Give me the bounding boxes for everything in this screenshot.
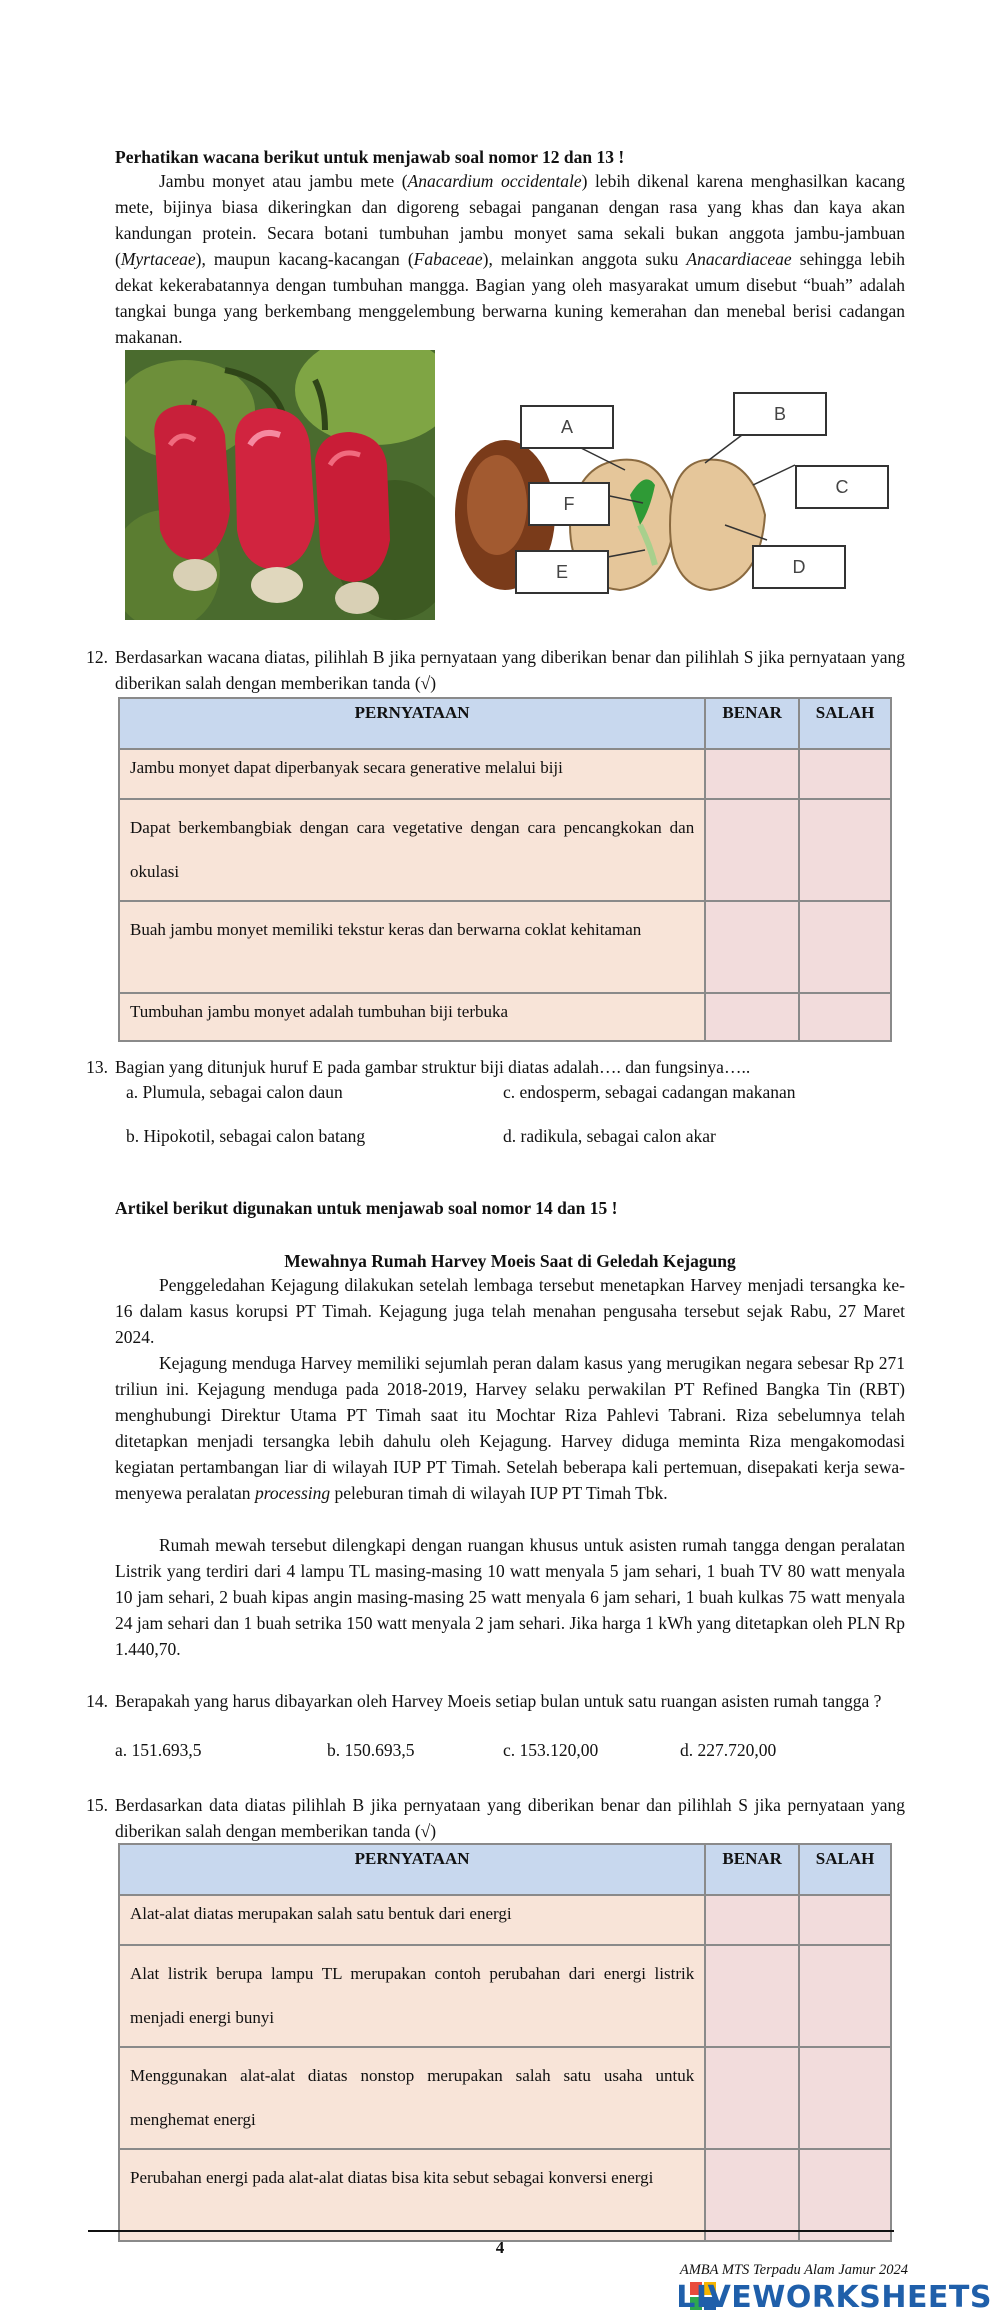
header-salah: SALAH [799, 698, 891, 749]
cashew-fruit-image [125, 350, 435, 620]
table-row [119, 799, 891, 901]
table-row [119, 2047, 891, 2149]
statement-cell: Dapat berkembangbiak dengan cara vegetative dengan cara pencangkokan dan okulasi [119, 799, 705, 901]
question-14-option-a[interactable]: a. 151.693,5 [115, 1740, 202, 1760]
passage2-intro: Artikel berikut digunakan untuk menjawab soal nomor 14 dan 15 ! [115, 1198, 618, 1218]
question-14-option-d[interactable]: d. 227.720,00 [680, 1740, 777, 1760]
question-14-option-c[interactable]: c. 153.120,00 [503, 1740, 599, 1760]
statement-cell: Jambu monyet dapat diperbanyak secara generative melalui biji [119, 749, 705, 799]
article-title: Mewahnya Rumah Harvey Moeis Saat di Geledah Kejagung [284, 1251, 736, 1271]
statement-cell: Tumbuhan jambu monyet adalah tumbuhan biji terbuka [119, 993, 705, 1041]
answer-salah-cell[interactable] [799, 1895, 891, 1945]
question-12-number: 12. [86, 647, 108, 667]
question-13-text: Bagian yang ditunjuk huruf E pada gambar struktur biji diatas adalah…. dan fungsinya….. [115, 1057, 751, 1077]
seed-label-d: D [752, 545, 846, 589]
table-row [119, 901, 891, 993]
statement-cell: Menggunakan alat-alat diatas nonstop merupakan salah satu usaha untuk menghemat energi [119, 2047, 705, 2149]
answer-salah-cell[interactable] [799, 993, 891, 1041]
table-row [119, 1895, 891, 1945]
answer-benar-cell[interactable] [705, 799, 799, 901]
question-13-option-b[interactable]: b. Hipokotil, sebagai calon batang [126, 1126, 366, 1146]
page-number: 4 [495, 2238, 505, 2257]
question-15-text: Berdasarkan data diatas pilihlah B jika pernyataan yang diberikan benar dan pilihlah S jika pernyataan yang diberikan salah dengan memberikan tanda (√) [115, 1795, 905, 1841]
school-credit: AMBA MTS Terpadu Alam Jamur 2024 [679, 2262, 908, 2278]
answer-salah-cell[interactable] [799, 1945, 891, 2047]
statement-cell: Perubahan energi pada alat-alat diatas bisa kita sebut sebagai konversi energi [119, 2149, 705, 2241]
question-13-option-d[interactable]: d. radikula, sebagai calon akar [503, 1126, 716, 1146]
article-paragraph-1: Penggeledahan Kejagung dilakukan setelah lembaga tersebut menetapkan Harvey menjadi tersangka ke-16 dalam kasus korupsi PT Timah. Kejagung juga telah menahan pengusaha tersebut sejak Rabu, 27 Maret 2024. [115, 1275, 905, 1347]
table-row [119, 1945, 891, 2047]
answer-salah-cell[interactable] [799, 2149, 891, 2241]
statement-cell: Buah jambu monyet memiliki tekstur keras dan berwarna coklat kehitaman [119, 901, 705, 993]
question-14-number: 14. [86, 1691, 108, 1711]
header-pernyataan: PERNYATAAN [119, 698, 705, 749]
seed-label-a: A [520, 405, 614, 449]
question-13-option-a[interactable]: a. Plumula, sebagai calon daun [126, 1082, 343, 1102]
statement-cell: Alat listrik berupa lampu TL merupakan contoh perubahan dari energi listrik menjadi energi bunyi [119, 1945, 705, 2047]
answer-benar-cell[interactable] [705, 993, 799, 1041]
table-row [119, 993, 891, 1041]
article-paragraph-3: Rumah mewah tersebut dilengkapi dengan ruangan khusus untuk asisten rumah tangga dengan peralatan Listrik yang terdiri dari 4 lampu TL masing-masing 10 watt menyala 5 jam sehari, 1 buah TV 80 watt menyala 10 jam sehari, 2 buah kipas angin masing-masing 25 watt menyala 6 jam sehari, 1 buah kulkas 75 watt menyala 24 jam sehari dan 1 buah setrika 150 watt menyala 2 jam sehari. Jika harga 1 kWh yang ditetapkan oleh PLN Rp 1.440,70. [115, 1535, 905, 1659]
question-13-option-c[interactable]: c. endosperm, sebagai cadangan makanan [503, 1082, 796, 1102]
statement-cell: Alat-alat diatas merupakan salah satu bentuk dari energi [119, 1895, 705, 1945]
article-paragraph-2: Kejagung menduga Harvey memiliki sejumlah peran dalam kasus yang merugikan negara sebesar Rp 271 triliun ini. Kejagung menduga pada 2018-2019, Harvey selaku perwakilan PT Refined Bangka Tin (RBT) menghubungi Direktur Utama PT Timah saat itu Mochtar Riza Pahlevi Tabrani. Riza sebelumnya telah ditetapkan menjadi tersangka lebih dahulu oleh Kejagung. Harvey diduga meminta Riza mengakomodasi kegiatan pertambangan liar di wilayah IUP PT Timah. Setelah beberapa kali pertemuan, disepakati kerja sewa-menyewa peralatan processing peleburan timah di wilayah IUP PT Timah Tbk. [115, 1353, 905, 1503]
answer-benar-cell[interactable] [705, 2047, 799, 2149]
table-row [119, 2149, 891, 2241]
answer-benar-cell[interactable] [705, 1895, 799, 1945]
answer-salah-cell[interactable] [799, 2047, 891, 2149]
table-row [119, 749, 891, 799]
passage1-intro: Perhatikan wacana berikut untuk menjawab soal nomor 12 dan 13 ! [115, 147, 625, 167]
answer-benar-cell[interactable] [705, 2149, 799, 2241]
answer-salah-cell[interactable] [799, 749, 891, 799]
liveworksheets-brand[interactable]: LIVEWORKSHEETS [676, 2280, 992, 2315]
question-12-table [118, 697, 892, 1042]
question-14-option-b[interactable]: b. 150.693,5 [327, 1740, 415, 1760]
answer-salah-cell[interactable] [799, 901, 891, 993]
seed-label-c: C [795, 465, 889, 509]
question-15-number: 15. [86, 1795, 108, 1815]
footer-divider [88, 2230, 894, 2232]
seed-label-b: B [733, 392, 827, 436]
question-15-table [118, 1843, 892, 2242]
answer-benar-cell[interactable] [705, 901, 799, 993]
passage1-paragraph: Jambu monyet atau jambu mete (Anacardium occidentale) lebih dikenal karena menghasilkan kacang mete, bijinya biasa dikeringkan dan digoreng sebagai panganan dengan rasa yang khas dan kaya akan kandungan protein. Secara botani tumbuhan jambu monyet sama sekali bukan anggota jambu-jambuan (Myrtaceae), maupun kacang-kacangan (Fabaceae), melainkan anggota suku Anacardiaceae sehingga lebih dekat kekerabatannya dengan tumbuhan mangga. Bagian yang oleh masyarakat umum disebut “buah” adalah tangkai bunga yang berkembang menggelembung berwarna kuning kemerahan dan menebal berisi cadangan makanan. [115, 171, 905, 347]
answer-salah-cell[interactable] [799, 799, 891, 901]
header-salah: SALAH [799, 1844, 891, 1895]
seed-label-e: E [515, 550, 609, 594]
question-13-number: 13. [86, 1057, 108, 1077]
header-pernyataan: PERNYATAAN [119, 1844, 705, 1895]
header-benar: BENAR [705, 1844, 799, 1895]
question-14-text: Berapakah yang harus dibayarkan oleh Harvey Moeis setiap bulan untuk satu ruangan asisten rumah tangga ? [115, 1691, 882, 1711]
question-12-text: Berdasarkan wacana diatas, pilihlah B jika pernyataan yang diberikan benar dan pilihlah S jika pernyataan yang diberikan salah dengan memberikan tanda (√) [115, 647, 905, 693]
header-benar: BENAR [705, 698, 799, 749]
answer-benar-cell[interactable] [705, 749, 799, 799]
answer-benar-cell[interactable] [705, 1945, 799, 2047]
seed-label-f: F [528, 482, 610, 526]
